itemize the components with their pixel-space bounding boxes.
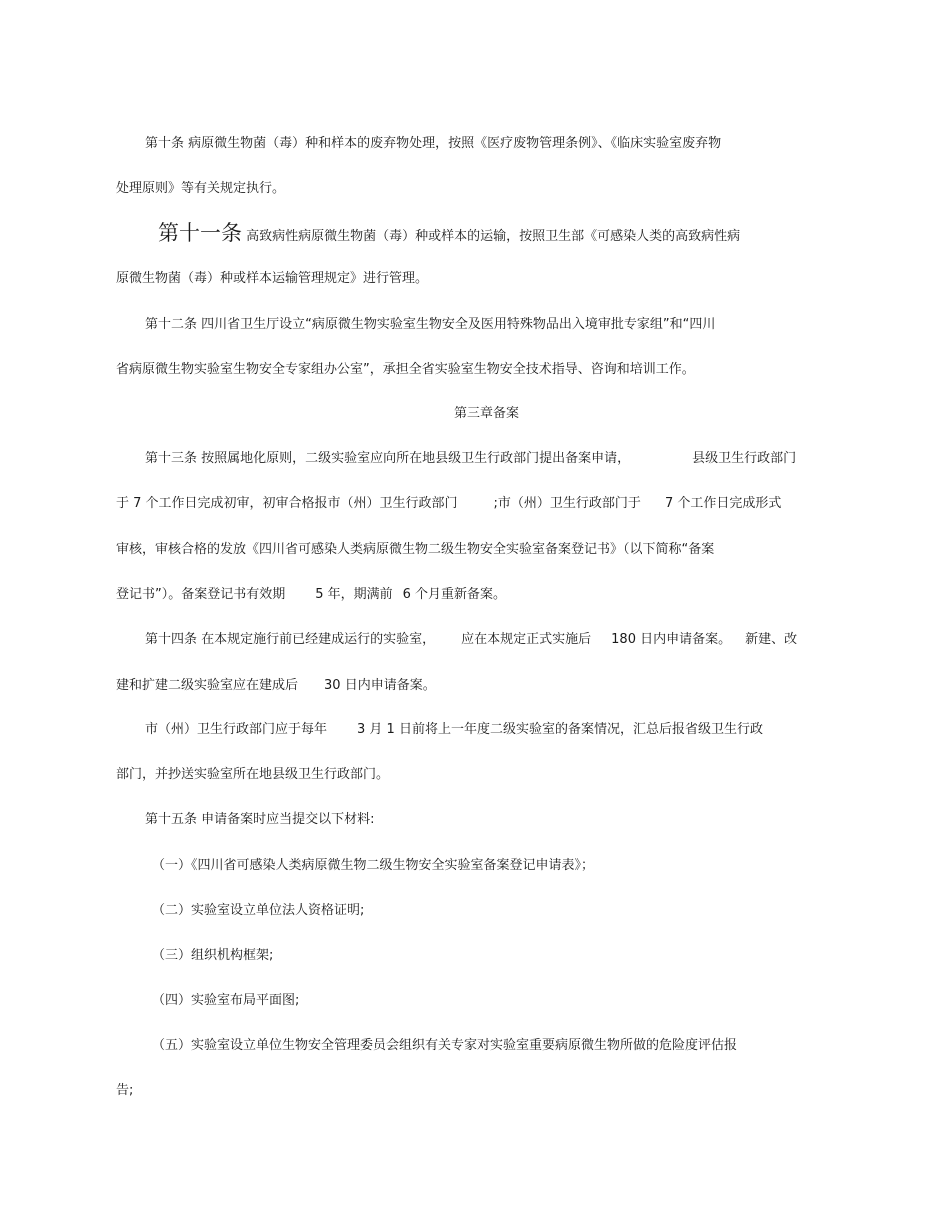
article-11-heading: 第十一条 <box>158 221 242 245</box>
article-13-line-4-part-3: 6 个月重新备案。 <box>402 587 507 602</box>
article-13-line-2-part-2: ;市（州）卫生行政部门于 <box>493 496 641 511</box>
article-13-line-2-part-1: 于 7 个工作日完成初审，初审合格报市（州）卫生行政部门 <box>116 496 458 511</box>
report-line-1 <box>145 722 763 738</box>
article-13-line-1 <box>145 451 796 467</box>
article-11-text: 高致病性病原微生物菌（毒）种或样本的运输，按照卫生部《可感染人类的高致病性病 <box>246 229 741 244</box>
article-14-line-1-part-2: 应在本规定正式实施后 <box>461 632 592 647</box>
article-13-line-2 <box>116 496 781 512</box>
article-13-line-4-part-1: 登记书”）。备案登记书有效期 <box>116 587 286 602</box>
article-13-line-1-part-2: 县级卫生行政部门 <box>692 451 797 466</box>
article-13-line-3: 审核，审核合格的发放《四川省可感染人类病原微生物二级生物安全实验室备案登记书》（以下简称“备案 <box>116 542 715 557</box>
article-14-line-1-part-3: 180 日内申请备案。 <box>611 632 732 647</box>
material-item-5-line-2: 告; <box>116 1083 134 1098</box>
material-item-4: （四）实验室布局平面图; <box>152 993 300 1008</box>
article-10-line-2: 处理原则》等有关规定执行。 <box>116 181 286 196</box>
article-14-line-1-part-1: 第十四条 在本规定施行前已经建成运行的实验室， <box>145 632 436 647</box>
article-12-line-1: 第十二条 四川省卫生厅设立“病原微生物实验室生物安全及医用特殊物品出入境审批专家组”和“四川 <box>145 317 716 332</box>
article-15-line-1: 第十五条 申请备案时应当提交以下材料: <box>145 812 375 827</box>
article-14-line-1-part-4: 新建、改 <box>745 632 798 647</box>
article-13-line-1-part-1: 第十三条 按照属地化原则，二级实验室应向所在地县级卫生行政部门提出备案申请， <box>145 451 631 466</box>
article-11-line-1 <box>158 221 740 245</box>
article-14-line-2-part-1: 建和扩建二级实验室应在建成后 <box>116 678 299 693</box>
chapter-3-title: 第三章备案 <box>454 406 520 421</box>
article-13-line-4 <box>116 587 506 603</box>
article-14-line-2-part-2: 30 日内申请备案。 <box>324 678 436 693</box>
article-11-line-2: 原微生物菌（毒）种或样本运输管理规定》进行管理。 <box>116 271 429 286</box>
report-line-1-part-1: 市（州）卫生行政部门应于每年 <box>145 722 328 737</box>
report-line-1-part-2: 3 月 1 日前将上一年度二级实验室的备案情况，汇总后报省级卫生行政 <box>357 722 763 737</box>
material-item-2: （二）实验室设立单位法人资格证明; <box>152 903 365 918</box>
article-14-line-2 <box>116 678 436 694</box>
article-10-line-1: 第十条 病原微生物菌（毒）种和样本的废弃物处理，按照《医疗废物管理条例》、《临床实验室废弃物 <box>145 136 722 151</box>
material-item-1: （一）《四川省可感染人类病原微生物二级生物安全实验室备案登记申请表》； <box>152 858 595 873</box>
article-14-line-1 <box>145 632 797 648</box>
material-item-3: （三）组织机构框架; <box>152 948 274 963</box>
article-13-line-2-part-3: 7 个工作日完成形式 <box>664 496 782 511</box>
article-13-line-4-part-2: 5 年，期满前 <box>315 587 393 602</box>
article-12-line-2: 省病原微生物实验室生物安全专家组办公室”，承担全省实验室生物安全技术指导、咨询和培训工作。 <box>116 362 695 377</box>
material-item-5-line-1: （五）实验室设立单位生物安全管理委员会组织有关专家对实验室重要病原微生物所做的危险度评估报 <box>152 1038 738 1053</box>
report-line-2: 部门，并抄送实验室所在地县级卫生行政部门。 <box>116 767 390 782</box>
